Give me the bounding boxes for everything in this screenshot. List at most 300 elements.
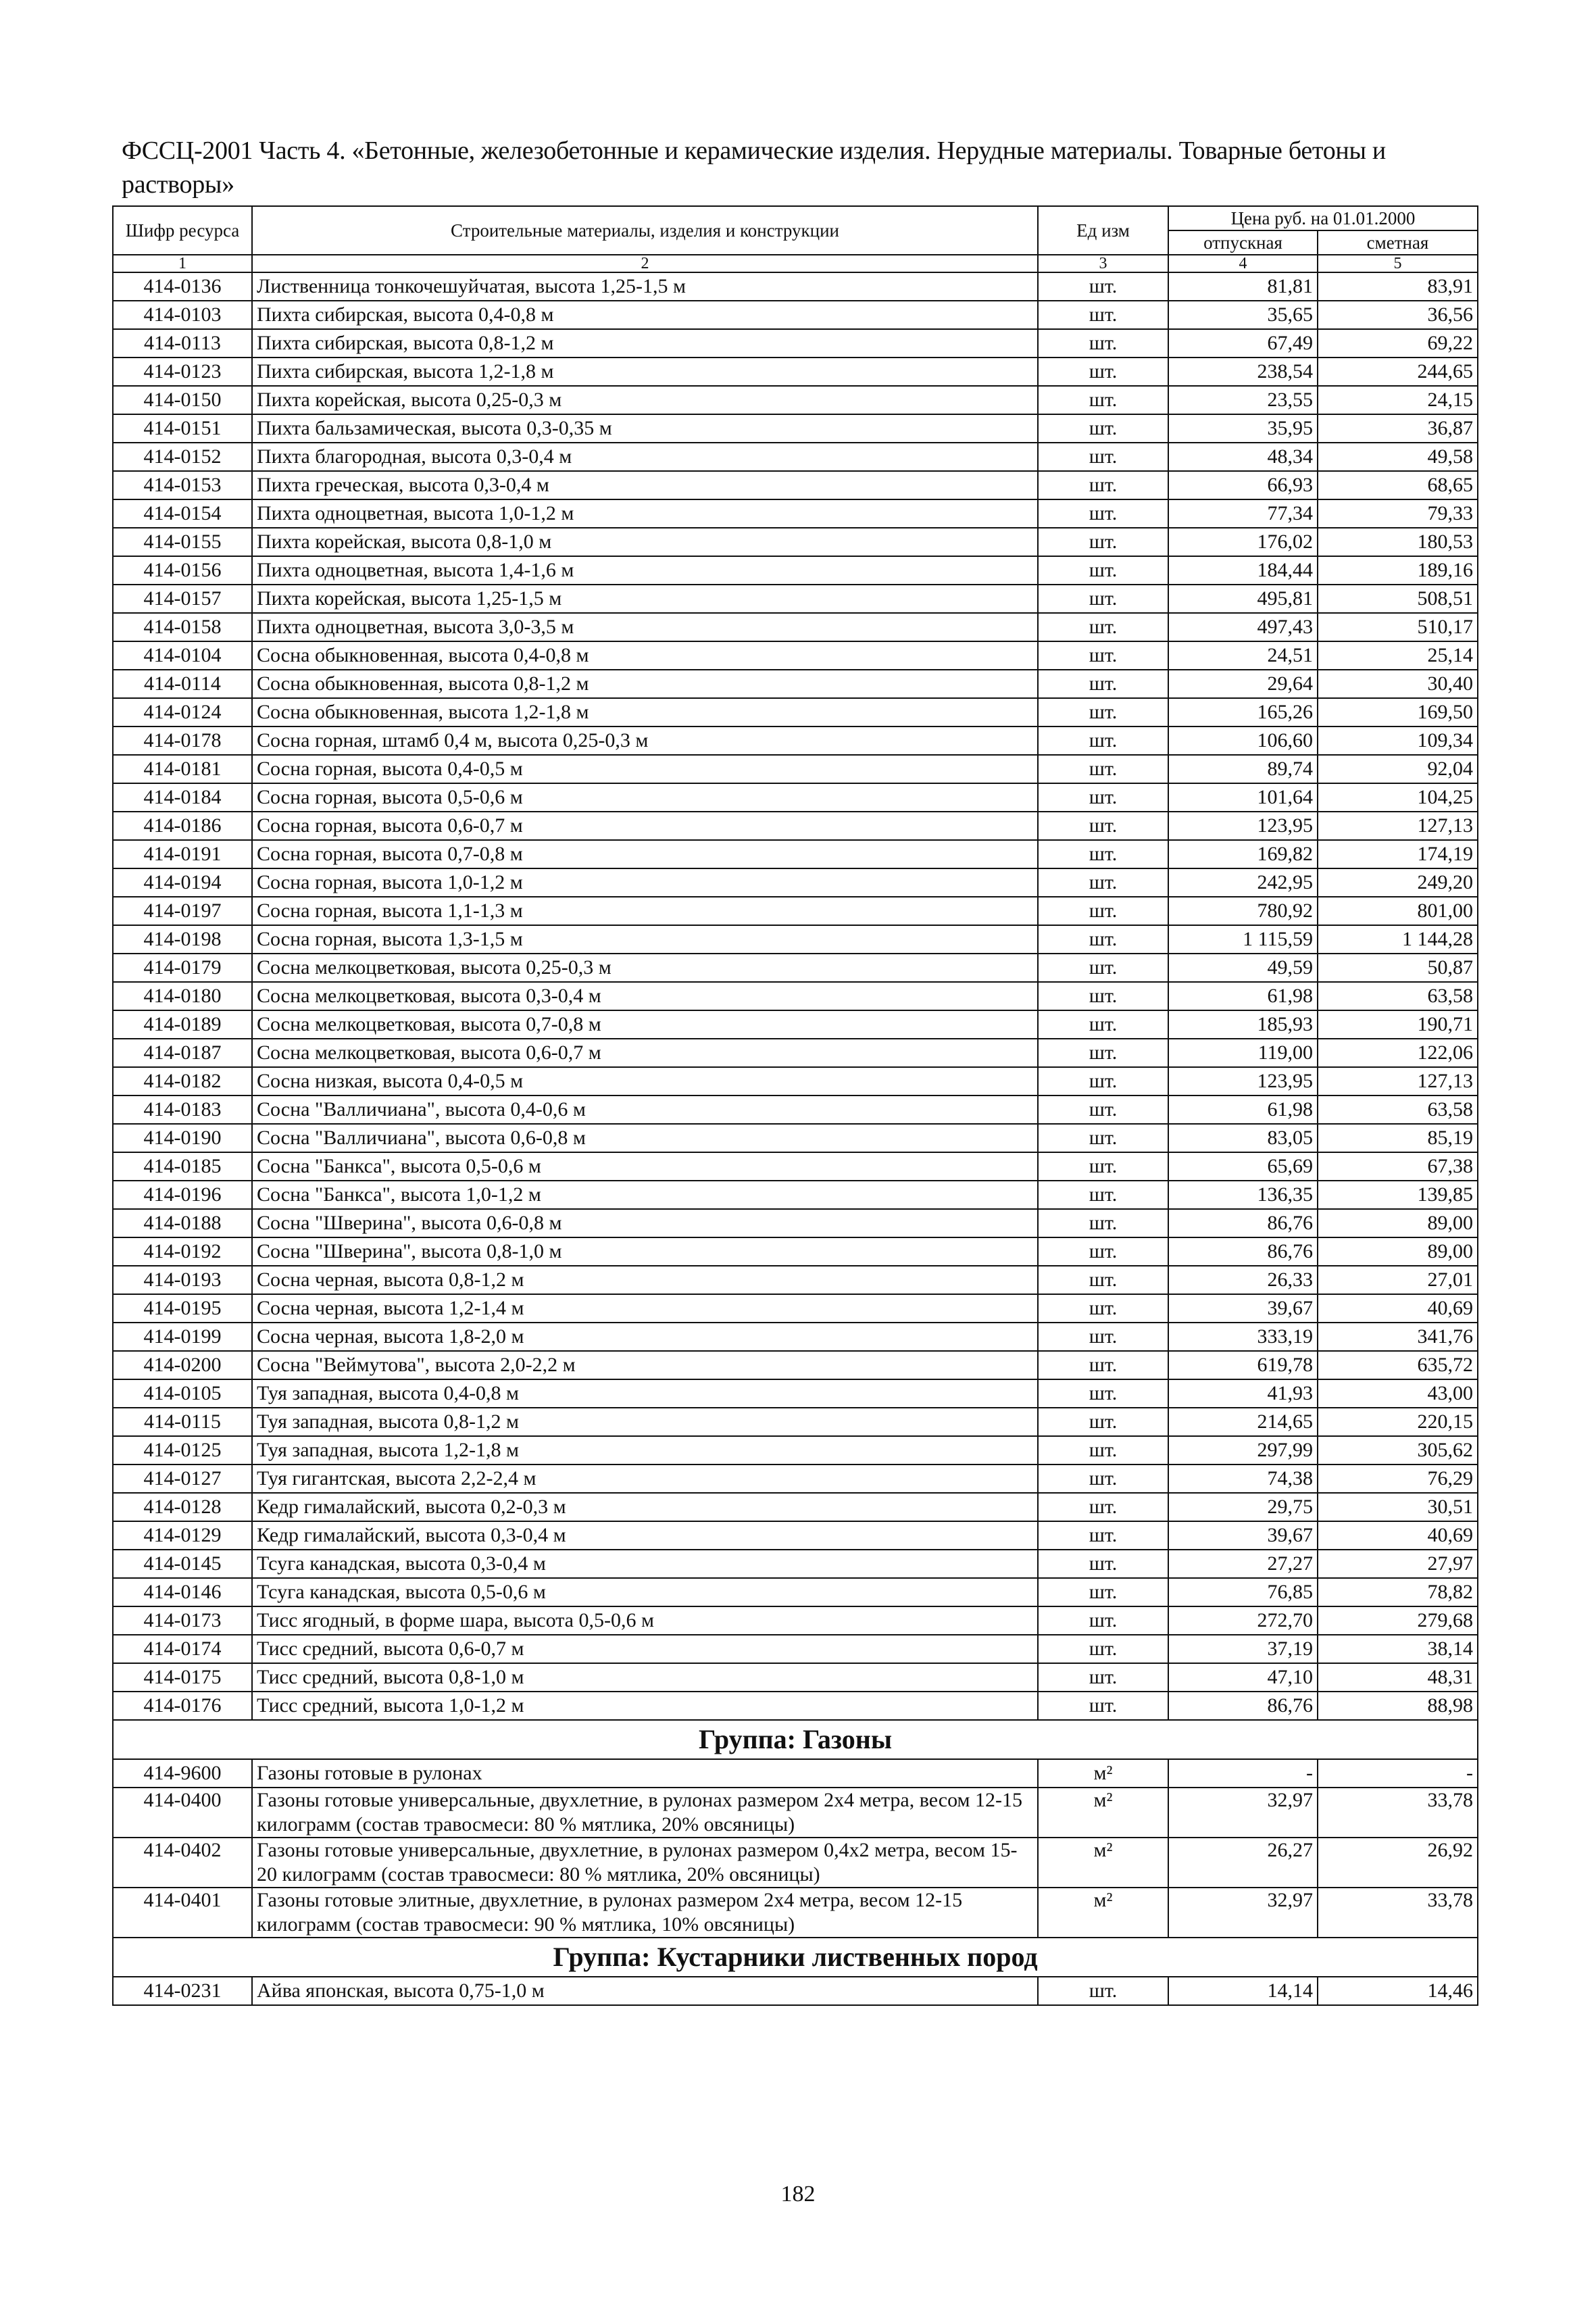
resource-code-cell: 414-0129 — [113, 1521, 252, 1550]
estimate-price-cell: 109,34 — [1318, 727, 1478, 755]
table-row — [113, 1493, 1478, 1521]
release-price-cell: 35,95 — [1168, 414, 1318, 443]
table-row — [113, 1067, 1478, 1096]
unit-cell: шт. — [1038, 755, 1168, 783]
resource-code-cell: 414-0157 — [113, 585, 252, 613]
material-name-cell: Пихта греческая, высота 0,3-0,4 м — [252, 471, 1038, 499]
release-price-cell: 165,26 — [1168, 698, 1318, 727]
estimate-price-cell: 305,62 — [1318, 1436, 1478, 1464]
resource-code-cell: 414-0154 — [113, 499, 252, 528]
estimate-price-cell: 27,01 — [1318, 1266, 1478, 1294]
release-price-cell: 32,97 — [1168, 1788, 1318, 1838]
table-row — [113, 1788, 1478, 1838]
resource-code-cell: 414-0199 — [113, 1323, 252, 1351]
material-name-cell: Сосна низкая, высота 0,4-0,5 м — [252, 1067, 1038, 1096]
material-name-cell: Газоны готовые универсальные, двухлетние, в рулонах размером 0,4х2 метра, весом 15-20 килограмм (состав травосмеси: 80 % мятлика, 20% овсяницы) — [252, 1838, 1038, 1888]
unit-cell: шт. — [1038, 1152, 1168, 1181]
resource-code-cell: 414-0151 — [113, 414, 252, 443]
material-name-cell: Сосна горная, штамб 0,4 м, высота 0,25-0,3 м — [252, 727, 1038, 755]
table-row — [113, 1759, 1478, 1788]
unit-cell: м² — [1038, 1888, 1168, 1938]
estimate-price-cell: 127,13 — [1318, 1067, 1478, 1096]
release-price-cell: 48,34 — [1168, 443, 1318, 471]
material-name-cell: Кедр гималайский, высота 0,3-0,4 м — [252, 1521, 1038, 1550]
unit-cell: шт. — [1038, 897, 1168, 925]
estimate-price-cell: 801,00 — [1318, 897, 1478, 925]
unit-cell: шт. — [1038, 783, 1168, 812]
table-row — [113, 727, 1478, 755]
release-price-cell: 32,97 — [1168, 1888, 1318, 1938]
release-price-cell: 86,76 — [1168, 1237, 1318, 1266]
column-number: 5 — [1318, 255, 1478, 272]
unit-cell: шт. — [1038, 698, 1168, 727]
table-row — [113, 1209, 1478, 1237]
release-price-cell: 29,75 — [1168, 1493, 1318, 1521]
resource-code-cell: 414-0113 — [113, 329, 252, 358]
estimate-price-cell: 190,71 — [1318, 1010, 1478, 1039]
table-row — [113, 670, 1478, 698]
estimate-price-cell: 36,56 — [1318, 301, 1478, 329]
material-name-cell: Газоны готовые универсальные, двухлетние, в рулонах размером 2х4 метра, весом 12-15 килограмм (состав травосмеси: 80 % мятлика, 20% овсяницы) — [252, 1788, 1038, 1838]
estimate-price-cell: 48,31 — [1318, 1663, 1478, 1692]
release-price-cell: 169,82 — [1168, 840, 1318, 868]
material-name-cell: Пихта сибирская, высота 1,2-1,8 м — [252, 358, 1038, 386]
table-row — [113, 1237, 1478, 1266]
resource-code-cell: 414-0103 — [113, 301, 252, 329]
estimate-price-cell: 43,00 — [1318, 1379, 1478, 1408]
release-price-cell: 74,38 — [1168, 1464, 1318, 1493]
release-price-cell: 106,60 — [1168, 727, 1318, 755]
table-row — [113, 868, 1478, 897]
unit-cell: м² — [1038, 1838, 1168, 1888]
resource-code-cell: 414-0189 — [113, 1010, 252, 1039]
release-price-cell: 185,93 — [1168, 1010, 1318, 1039]
material-name-cell: Туя западная, высота 0,4-0,8 м — [252, 1379, 1038, 1408]
table-row — [113, 1379, 1478, 1408]
unit-cell: шт. — [1038, 1436, 1168, 1464]
material-name-cell: Сосна "Шверина", высота 0,8-1,0 м — [252, 1237, 1038, 1266]
unit-cell: м² — [1038, 1788, 1168, 1838]
table-row — [113, 641, 1478, 670]
material-name-cell: Пихта бальзамическая, высота 0,3-0,35 м — [252, 414, 1038, 443]
unit-cell: шт. — [1038, 641, 1168, 670]
resource-code-cell: 414-0125 — [113, 1436, 252, 1464]
unit-cell: шт. — [1038, 670, 1168, 698]
material-name-cell: Сосна мелкоцветковая, высота 0,6-0,7 м — [252, 1039, 1038, 1067]
material-name-cell: Сосна "Банкса", высота 1,0-1,2 м — [252, 1181, 1038, 1209]
estimate-price-cell: 30,51 — [1318, 1493, 1478, 1521]
table-row — [113, 1152, 1478, 1181]
resource-code-cell: 414-0158 — [113, 613, 252, 641]
resource-code-cell: 414-0402 — [113, 1838, 252, 1888]
table-row — [113, 812, 1478, 840]
release-price-cell: 35,65 — [1168, 301, 1318, 329]
resource-code-cell: 414-0231 — [113, 1977, 252, 2005]
unit-cell: шт. — [1038, 954, 1168, 982]
unit-cell: шт. — [1038, 471, 1168, 499]
resource-code-cell: 414-0174 — [113, 1635, 252, 1663]
resource-code-cell: 414-0179 — [113, 954, 252, 982]
material-name-cell: Тисс ягодный, в форме шара, высота 0,5-0,6 м — [252, 1606, 1038, 1635]
resource-code-cell: 414-0152 — [113, 443, 252, 471]
estimate-price-cell: 85,19 — [1318, 1124, 1478, 1152]
price-table — [112, 205, 1478, 2006]
table-row — [113, 1464, 1478, 1493]
material-name-cell: Сосна "Банкса", высота 0,5-0,6 м — [252, 1152, 1038, 1181]
unit-cell: шт. — [1038, 1266, 1168, 1294]
estimate-price-cell: 1 144,28 — [1318, 925, 1478, 954]
release-price-cell: - — [1168, 1759, 1318, 1788]
resource-code-cell: 414-0183 — [113, 1096, 252, 1124]
page-title: ФССЦ-2001 Часть 4. «Бетонные, железобетонные и керамические изделия. Нерудные материалы. Товарные бетоны и растворы» — [122, 137, 1386, 199]
unit-cell: шт. — [1038, 1692, 1168, 1720]
table-row — [113, 585, 1478, 613]
release-price-cell: 37,19 — [1168, 1635, 1318, 1663]
material-name-cell: Сосна горная, высота 0,4-0,5 м — [252, 755, 1038, 783]
resource-code-cell: 414-0197 — [113, 897, 252, 925]
resource-code-cell: 414-0175 — [113, 1663, 252, 1692]
resource-code-cell: 414-0105 — [113, 1379, 252, 1408]
resource-code-cell: 414-0176 — [113, 1692, 252, 1720]
unit-cell: шт. — [1038, 1578, 1168, 1606]
release-price-cell: 26,33 — [1168, 1266, 1318, 1294]
resource-code-cell: 414-0187 — [113, 1039, 252, 1067]
material-name-cell: Газоны готовые в рулонах — [252, 1759, 1038, 1788]
estimate-price-cell: 33,78 — [1318, 1788, 1478, 1838]
material-name-cell: Тисс средний, высота 1,0-1,2 м — [252, 1692, 1038, 1720]
release-price-cell: 23,55 — [1168, 386, 1318, 414]
table-row — [113, 1096, 1478, 1124]
unit-cell: шт. — [1038, 1209, 1168, 1237]
table-row — [113, 1550, 1478, 1578]
table-row — [113, 954, 1478, 982]
resource-code-cell: 414-0198 — [113, 925, 252, 954]
table-row — [113, 1521, 1478, 1550]
table-row — [113, 1266, 1478, 1294]
material-name-cell: Пихта одноцветная, высота 1,0-1,2 м — [252, 499, 1038, 528]
release-price-cell: 81,81 — [1168, 272, 1318, 301]
table-row — [113, 755, 1478, 783]
estimate-price-cell: 169,50 — [1318, 698, 1478, 727]
resource-code-cell: 414-0104 — [113, 641, 252, 670]
table-row — [113, 386, 1478, 414]
table-row — [113, 1323, 1478, 1351]
release-price-cell: 238,54 — [1168, 358, 1318, 386]
estimate-price-cell: 63,58 — [1318, 982, 1478, 1010]
unit-cell: шт. — [1038, 528, 1168, 556]
material-name-cell: Сосна мелкоцветковая, высота 0,7-0,8 м — [252, 1010, 1038, 1039]
unit-cell: шт. — [1038, 925, 1168, 954]
table-row — [113, 897, 1478, 925]
material-name-cell: Газоны готовые элитные, двухлетние, в рулонах размером 2х4 метра, весом 12-15 килограмм (состав травосмеси: 90 % мятлика, 10% овсяницы) — [252, 1888, 1038, 1938]
unit-cell: шт. — [1038, 1408, 1168, 1436]
unit-cell: шт. — [1038, 1237, 1168, 1266]
column-number: 1 — [113, 255, 252, 272]
material-name-cell: Сосна горная, высота 1,1-1,3 м — [252, 897, 1038, 925]
material-name-cell: Пихта благородная, высота 0,3-0,4 м — [252, 443, 1038, 471]
material-name-cell: Сосна мелкоцветковая, высота 0,25-0,3 м — [252, 954, 1038, 982]
unit-cell: шт. — [1038, 727, 1168, 755]
table-row — [113, 1838, 1478, 1888]
unit-cell: м² — [1038, 1759, 1168, 1788]
resource-code-cell: 414-0188 — [113, 1209, 252, 1237]
table-row — [113, 698, 1478, 727]
release-price-cell: 1 115,59 — [1168, 925, 1318, 954]
resource-code-cell: 414-0127 — [113, 1464, 252, 1493]
column-number: 2 — [252, 255, 1038, 272]
resource-code-cell: 414-0128 — [113, 1493, 252, 1521]
estimate-price-cell: 220,15 — [1318, 1408, 1478, 1436]
material-name-cell: Тисс средний, высота 0,6-0,7 м — [252, 1635, 1038, 1663]
header-name: Строительные материалы, изделия и конструкции — [252, 206, 1038, 255]
release-price-cell: 136,35 — [1168, 1181, 1318, 1209]
unit-cell: шт. — [1038, 868, 1168, 897]
resource-code-cell: 414-0114 — [113, 670, 252, 698]
estimate-price-cell: 38,14 — [1318, 1635, 1478, 1663]
unit-cell: шт. — [1038, 1635, 1168, 1663]
header-unit: Ед изм — [1038, 206, 1168, 255]
estimate-price-cell: 635,72 — [1318, 1351, 1478, 1379]
material-name-cell: Пихта сибирская, высота 0,4-0,8 м — [252, 301, 1038, 329]
table-row — [113, 329, 1478, 358]
release-price-cell: 49,59 — [1168, 954, 1318, 982]
material-name-cell: Сосна "Валличиана", высота 0,6-0,8 м — [252, 1124, 1038, 1152]
estimate-price-cell: 249,20 — [1318, 868, 1478, 897]
material-name-cell: Пихта корейская, высота 0,8-1,0 м — [252, 528, 1038, 556]
table-row — [113, 982, 1478, 1010]
unit-cell: шт. — [1038, 386, 1168, 414]
resource-code-cell: 414-0401 — [113, 1888, 252, 1938]
estimate-price-cell: 244,65 — [1318, 358, 1478, 386]
estimate-price-cell: 88,98 — [1318, 1692, 1478, 1720]
release-price-cell: 119,00 — [1168, 1039, 1318, 1067]
unit-cell: шт. — [1038, 1124, 1168, 1152]
resource-code-cell: 414-0153 — [113, 471, 252, 499]
release-price-cell: 495,81 — [1168, 585, 1318, 613]
table-row — [113, 358, 1478, 386]
unit-cell: шт. — [1038, 272, 1168, 301]
resource-code-cell: 414-0115 — [113, 1408, 252, 1436]
unit-cell: шт. — [1038, 1181, 1168, 1209]
material-name-cell: Сосна "Валличиана", высота 0,4-0,6 м — [252, 1096, 1038, 1124]
table-row — [113, 1692, 1478, 1720]
estimate-price-cell: 40,69 — [1318, 1521, 1478, 1550]
resource-code-cell: 414-0155 — [113, 528, 252, 556]
table-row — [113, 499, 1478, 528]
material-name-cell: Туя гигантская, высота 2,2-2,4 м — [252, 1464, 1038, 1493]
estimate-price-cell: 26,92 — [1318, 1838, 1478, 1888]
estimate-price-cell: 27,97 — [1318, 1550, 1478, 1578]
estimate-price-cell: 24,15 — [1318, 386, 1478, 414]
release-price-cell: 497,43 — [1168, 613, 1318, 641]
release-price-cell: 619,78 — [1168, 1351, 1318, 1379]
table-row — [113, 1181, 1478, 1209]
material-name-cell: Сосна обыкновенная, высота 1,2-1,8 м — [252, 698, 1038, 727]
estimate-price-cell: 50,87 — [1318, 954, 1478, 982]
estimate-price-cell: 63,58 — [1318, 1096, 1478, 1124]
resource-code-cell: 414-0193 — [113, 1266, 252, 1294]
resource-code-cell: 414-0173 — [113, 1606, 252, 1635]
resource-code-cell: 414-0191 — [113, 840, 252, 868]
table-row — [113, 1408, 1478, 1436]
table-row — [113, 1436, 1478, 1464]
release-price-cell: 65,69 — [1168, 1152, 1318, 1181]
column-number: 4 — [1168, 255, 1318, 272]
resource-code-cell: 414-0190 — [113, 1124, 252, 1152]
resource-code-cell: 414-0186 — [113, 812, 252, 840]
release-price-cell: 26,27 — [1168, 1838, 1318, 1888]
release-price-cell: 39,67 — [1168, 1294, 1318, 1323]
material-name-cell: Пихта корейская, высота 0,25-0,3 м — [252, 386, 1038, 414]
estimate-price-cell: 69,22 — [1318, 329, 1478, 358]
release-price-cell: 77,34 — [1168, 499, 1318, 528]
release-price-cell: 41,93 — [1168, 1379, 1318, 1408]
release-price-cell: 86,76 — [1168, 1692, 1318, 1720]
table-row — [113, 1888, 1478, 1938]
table-row — [113, 925, 1478, 954]
unit-cell: шт. — [1038, 812, 1168, 840]
release-price-cell: 24,51 — [1168, 641, 1318, 670]
material-name-cell: Сосна обыкновенная, высота 0,8-1,2 м — [252, 670, 1038, 698]
estimate-price-cell: 189,16 — [1318, 556, 1478, 585]
material-name-cell: Сосна горная, высота 0,5-0,6 м — [252, 783, 1038, 812]
header-estimate-price: сметная — [1318, 230, 1478, 255]
material-name-cell: Сосна горная, высота 1,0-1,2 м — [252, 868, 1038, 897]
estimate-price-cell: 67,38 — [1318, 1152, 1478, 1181]
table-row — [113, 1351, 1478, 1379]
material-name-cell: Пихта корейская, высота 1,25-1,5 м — [252, 585, 1038, 613]
group-heading-shrubs: Группа: Кустарники лиственных пород — [113, 1938, 1478, 1977]
unit-cell: шт. — [1038, 1096, 1168, 1124]
unit-cell: шт. — [1038, 982, 1168, 1010]
estimate-price-cell: 78,82 — [1318, 1578, 1478, 1606]
estimate-price-cell: 341,76 — [1318, 1323, 1478, 1351]
table-row — [113, 1294, 1478, 1323]
estimate-price-cell: 104,25 — [1318, 783, 1478, 812]
estimate-price-cell: 33,78 — [1318, 1888, 1478, 1938]
release-price-cell: 66,93 — [1168, 471, 1318, 499]
page-number: 182 — [780, 2182, 816, 2207]
table-row — [113, 272, 1478, 301]
group-heading-lawns: Группа: Газоны — [113, 1720, 1478, 1759]
material-name-cell: Сосна черная, высота 0,8-1,2 м — [252, 1266, 1038, 1294]
release-price-cell: 272,70 — [1168, 1606, 1318, 1635]
release-price-cell: 297,99 — [1168, 1436, 1318, 1464]
resource-code-cell: 414-0156 — [113, 556, 252, 585]
unit-cell: шт. — [1038, 1039, 1168, 1067]
unit-cell: шт. — [1038, 1067, 1168, 1096]
estimate-price-cell: 89,00 — [1318, 1209, 1478, 1237]
release-price-cell: 86,76 — [1168, 1209, 1318, 1237]
resource-code-cell: 414-0136 — [113, 272, 252, 301]
material-name-cell: Сосна горная, высота 0,7-0,8 м — [252, 840, 1038, 868]
release-price-cell: 14,14 — [1168, 1977, 1318, 2005]
table-row — [113, 783, 1478, 812]
release-price-cell: 780,92 — [1168, 897, 1318, 925]
material-name-cell: Тсуга канадская, высота 0,3-0,4 м — [252, 1550, 1038, 1578]
table-row — [113, 556, 1478, 585]
header-price: Цена руб. на 01.01.2000 — [1168, 206, 1478, 230]
release-price-cell: 89,74 — [1168, 755, 1318, 783]
estimate-price-cell: 180,53 — [1318, 528, 1478, 556]
resource-code-cell: 414-0124 — [113, 698, 252, 727]
release-price-cell: 101,64 — [1168, 783, 1318, 812]
release-price-cell: 67,49 — [1168, 329, 1318, 358]
table-row — [113, 301, 1478, 329]
material-name-cell: Сосна черная, высота 1,2-1,4 м — [252, 1294, 1038, 1323]
material-name-cell: Тисс средний, высота 0,8-1,0 м — [252, 1663, 1038, 1692]
resource-code-cell: 414-0400 — [113, 1788, 252, 1838]
unit-cell: шт. — [1038, 301, 1168, 329]
estimate-price-cell: 14,46 — [1318, 1977, 1478, 2005]
table-row — [113, 840, 1478, 868]
resource-code-cell: 414-0182 — [113, 1067, 252, 1096]
estimate-price-cell: 139,85 — [1318, 1181, 1478, 1209]
release-price-cell: 27,27 — [1168, 1550, 1318, 1578]
unit-cell: шт. — [1038, 613, 1168, 641]
table-row — [113, 414, 1478, 443]
resource-code-cell: 414-0123 — [113, 358, 252, 386]
estimate-price-cell: 68,65 — [1318, 471, 1478, 499]
estimate-price-cell: 89,00 — [1318, 1237, 1478, 1266]
release-price-cell: 123,95 — [1168, 812, 1318, 840]
material-name-cell: Сосна "Шверина", высота 0,6-0,8 м — [252, 1209, 1038, 1237]
material-name-cell: Туя западная, высота 0,8-1,2 м — [252, 1408, 1038, 1436]
material-name-cell: Пихта одноцветная, высота 1,4-1,6 м — [252, 556, 1038, 585]
material-name-cell: Сосна горная, высота 1,3-1,5 м — [252, 925, 1038, 954]
estimate-price-cell: 30,40 — [1318, 670, 1478, 698]
material-name-cell: Сосна обыкновенная, высота 0,4-0,8 м — [252, 641, 1038, 670]
estimate-price-cell: 122,06 — [1318, 1039, 1478, 1067]
release-price-cell: 61,98 — [1168, 1096, 1318, 1124]
estimate-price-cell: 127,13 — [1318, 812, 1478, 840]
resource-code-cell: 414-0178 — [113, 727, 252, 755]
table-row — [113, 1635, 1478, 1663]
material-name-cell: Пихта одноцветная, высота 3,0-3,5 м — [252, 613, 1038, 641]
estimate-price-cell: 25,14 — [1318, 641, 1478, 670]
unit-cell: шт. — [1038, 1606, 1168, 1635]
release-price-cell: 83,05 — [1168, 1124, 1318, 1152]
header-release-price: отпускная — [1168, 230, 1318, 255]
release-price-cell: 214,65 — [1168, 1408, 1318, 1436]
table-row — [113, 443, 1478, 471]
estimate-price-cell: 79,33 — [1318, 499, 1478, 528]
resource-code-cell: 414-0150 — [113, 386, 252, 414]
unit-cell: шт. — [1038, 1351, 1168, 1379]
material-name-cell: Сосна черная, высота 1,8-2,0 м — [252, 1323, 1038, 1351]
resource-code-cell: 414-9600 — [113, 1759, 252, 1788]
resource-code-cell: 414-0194 — [113, 868, 252, 897]
material-name-cell: Кедр гималайский, высота 0,2-0,3 м — [252, 1493, 1038, 1521]
material-name-cell: Тсуга канадская, высота 0,5-0,6 м — [252, 1578, 1038, 1606]
resource-code-cell: 414-0180 — [113, 982, 252, 1010]
resource-code-cell: 414-0184 — [113, 783, 252, 812]
material-name-cell: Лиственница тонкочешуйчатая, высота 1,25-1,5 м — [252, 272, 1038, 301]
table-row — [113, 471, 1478, 499]
estimate-price-cell: 40,69 — [1318, 1294, 1478, 1323]
unit-cell: шт. — [1038, 1323, 1168, 1351]
release-price-cell: 123,95 — [1168, 1067, 1318, 1096]
material-name-cell: Сосна мелкоцветковая, высота 0,3-0,4 м — [252, 982, 1038, 1010]
estimate-price-cell: 92,04 — [1318, 755, 1478, 783]
estimate-price-cell: 36,87 — [1318, 414, 1478, 443]
unit-cell: шт. — [1038, 1977, 1168, 2005]
estimate-price-cell: - — [1318, 1759, 1478, 1788]
estimate-price-cell: 49,58 — [1318, 443, 1478, 471]
release-price-cell: 176,02 — [1168, 528, 1318, 556]
unit-cell: шт. — [1038, 443, 1168, 471]
unit-cell: шт. — [1038, 1464, 1168, 1493]
